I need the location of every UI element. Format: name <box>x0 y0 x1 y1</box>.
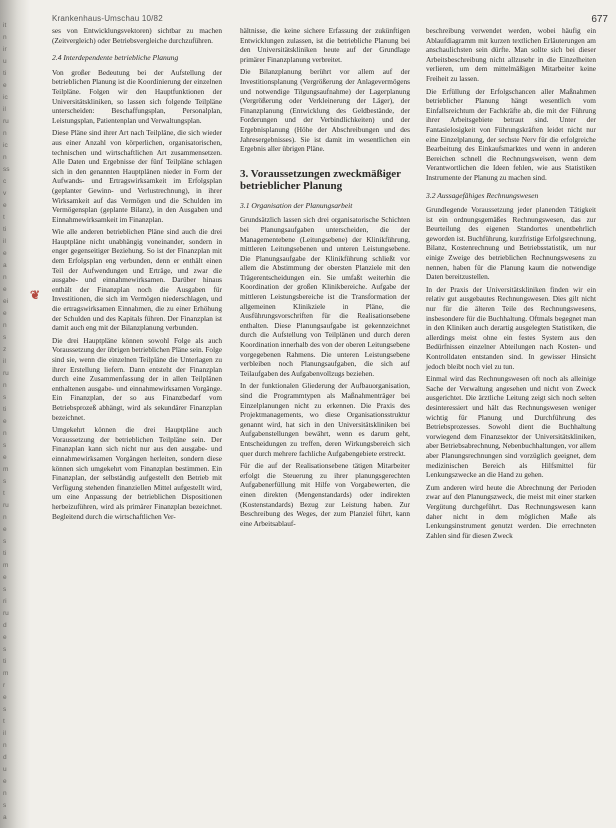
spine-mark: ti <box>3 406 7 413</box>
spine-mark: a <box>3 814 7 821</box>
spine-mark: s <box>3 334 7 341</box>
spine-mark: r <box>3 682 6 689</box>
spine-mark: e <box>3 310 7 317</box>
spine-mark: il <box>3 730 6 737</box>
spine-mark: s <box>3 706 7 713</box>
paragraph: beschreibung verwendet werden, wobei häufig ein Ablaufdiagramm mit kurzen textlichen Erläuterungen am anschaulichsten sein dürfte. Man sollte sich bei dieser Arbeitsbeschreibung nicht allzusehr in die Einzelheiten verlieren, um dem mittelmäßigen Mitarbeiter keine Freiheit zu lassen. <box>426 26 596 83</box>
subsection-heading: 2.4 Interdependente betriebliche Planung <box>52 53 179 63</box>
text-column-middle <box>240 26 410 816</box>
page-number: 677 <box>591 14 608 25</box>
paragraph: ses von Entwicklungsvektoren) sichtbar zu machen (Zeitvergleich) oder Betriebsvergleiche durchzuführen. <box>52 26 222 45</box>
subsection-heading: 3.2 Aussagefähiges Rechnungswesen <box>426 190 539 200</box>
spine-mark: e <box>3 454 7 461</box>
subsection-heading: 3.1 Organisation der Planungsarbeit <box>240 200 353 210</box>
spine-mark: ti <box>3 226 7 233</box>
paragraph: Für die auf der Realisationsebene tätigen Mitarbeiter erfolgt die Steuerung zu ihrer planungsgerechten Aufgabenerfüllung mit Hilfe von Vorgabewerten, die einen direkten (Mengenstandards) oder indirekten (Kostenstandards) Bezug zur Leistung haben. Zur Beschreibung des Weges, der zum Planziel führt, kann eine Arbeitsablauf- <box>240 461 410 528</box>
spine-mark: n <box>3 514 7 521</box>
running-head: Krankenhaus-Umschau 10/82 <box>52 14 163 23</box>
spine-mark: ti <box>3 658 7 665</box>
spine-mark: ti <box>3 70 7 77</box>
spine-mark: s <box>3 394 7 401</box>
spine-mark: it <box>3 22 7 29</box>
spine-mark: z <box>3 346 7 353</box>
spine-mark: ei <box>3 298 9 305</box>
spine-mark: e <box>3 694 7 701</box>
paragraph: Die drei Hauptpläne können sowohl Folge als auch Voraussetzung der übrigen betrieblichen Pläne sein. Folge sind sie, wenn die einzelnen Teilpläne die Unterlagen zu ihrer Erstellung liefern. Dann entsteht der Finanzplan durch eine Zusammenfassung der in allen Teilplänen enthaltenen ausgabe- und einnahmewirksamen Vorgänge. Ein Finanzplan, der so aus Finanzbedarf vom Betriebsprozeß abhängt, wird als sekundärer Finanzplan bezeichnet. <box>52 335 222 422</box>
spine-mark: ti <box>3 550 7 557</box>
text-column-left <box>52 26 222 816</box>
book-spine-shadow <box>0 0 30 828</box>
spine-mark: ru <box>3 370 9 377</box>
spine-mark: e <box>3 202 7 209</box>
spine-mark: ic <box>3 142 8 149</box>
spine-mark: n <box>3 274 7 281</box>
spine-mark: e <box>3 526 7 533</box>
spine-mark: n <box>3 34 7 41</box>
spine-mark: t <box>3 490 5 497</box>
paragraph: Die Bilanzplanung berührt vor allem auf der Investitionsplanung (Vergrößerung der Anlagevermögens und notwendige Tilgungsaufnahme) der Lagerplanung (Vergrößerung oder Verkleinerung der Läger), der Finanzplanung (Entwicklung des Geldbestände, der Forderungen und der Verbindlichkeiten) und der Ergebnisplanung (Höhe der Abschreibungen und des Jahresergebnisses). Sie ist damit im wesentlichen ein Ergebnis aller übrigen Pläne. <box>240 67 410 154</box>
spine-mark: s <box>3 442 7 449</box>
spine-mark: s <box>3 646 7 653</box>
paragraph: Zum anderen wird heute die Abrechnung der Perioden zwar auf den Planungszweck, die meist mit einer starken Vergütung durchgeführt. Das Rechnungswesen kann daher nicht in dem möglichen Maße als Lenkungsinstrument genutzt werden. Die errechneten Zahlen sind für diesen Zweck <box>426 482 596 540</box>
spine-mark: e <box>3 250 7 257</box>
paragraph: In der funktionalen Gliederung der Aufbauorganisation, sind die Programmtypen als Maßnahmenträger bei Einzelplanungen nicht zu erkennen. Die Praxis des Projektmanagements, wo diese Organisationsstruktur genannt wird, hat sich in den Universitätskliniken bei Aufgabenstellungen bewährt, wenn es darum geht, Entscheidungen zu treffen, deren Wirkungsbereich sich quer durch mehrere fachliche Aufgabengebiete erstreckt. <box>240 381 410 458</box>
margin-annotation-mark: ❦ <box>30 288 41 302</box>
spine-mark: m <box>3 670 9 677</box>
spine-mark: e <box>3 574 7 581</box>
spine-mark: ru <box>3 118 9 125</box>
spine-mark: d <box>3 622 7 629</box>
spine-mark: m <box>3 466 9 473</box>
spine-mark: ss <box>3 166 10 173</box>
spine-mark: il <box>3 358 6 365</box>
spine-mark: v <box>3 190 7 197</box>
paragraph: Diese Pläne sind ihrer Art nach Teilpläne, die sich wieder aus einer Anzahl von körperlichen, organisatorischen, technischen und wirtschaftlichen Art zusammensetzen. Alle Daten und Ergebnisse der fünf Teilpläne schlagen sich in den genannten Hauptplänen nieder in Form der Aufwands- und Ertragswirksamkeit im Erfolgsplan (geplanter Gewinn- und Verlustrechnung), in ihrer Wirksamkeit auf das Vermögen und die Schulden im Vermögensplan (geplante Bilanz), in den Ausgaben und Einnahmewirksamkeit im Finanzplan. <box>52 128 222 224</box>
spine-mark: n <box>3 742 7 749</box>
spine-mark: a <box>3 262 7 269</box>
spine-mark: n <box>3 154 7 161</box>
text-column-right <box>426 26 596 816</box>
spine-mark: s <box>3 802 7 809</box>
spine-mark: ru <box>3 502 9 509</box>
spine-mark: s <box>3 478 7 485</box>
paragraph: hältnisse, die keine sichere Erfassung der zukünftigen Entwicklungen zulassen, ist die betriebliche Planung bei den Universitätskliniken heute auf der Grundlage primärer Finanzplanung verbreitet. <box>240 26 410 64</box>
adjacent-page-edge-text <box>3 20 17 821</box>
spine-mark: m <box>3 562 9 569</box>
spine-mark: ri <box>3 598 7 605</box>
spine-mark: ic <box>3 94 8 101</box>
spine-mark: t <box>3 718 5 725</box>
spine-mark: n <box>3 382 7 389</box>
paragraph: Wie alle anderen betrieblichen Pläne sind auch die drei Hauptpläne nicht unabhängig voneinander, sondern in enger gegenseitiger Beziehung. So ist der Finanzplan mit dem Erfolgsplan eng verbunden, denn er enthält einen Teil der Aufwendungen und Erträge, und zwar die ausgabe- und einnahmewirksamen. Darüber hinaus enthält der Finanzplan noch die Ausgaben für Investitionen, die sich im Vermögen niederschlagen, und die ertragswirksamen Einnahmen, die zu einer Erhöhung der Schulden und des Kapitals führen. Der Finanzplan ist damit auch eng mit der Bilanzplanung verbunden. <box>52 227 222 333</box>
spine-mark: e <box>3 418 7 425</box>
spine-mark: n <box>3 130 7 137</box>
spine-mark: ru <box>3 610 9 617</box>
spine-mark: d <box>3 754 7 761</box>
paragraph: In der Praxis der Universitätskliniken finden wir ein relativ gut ausgebautes Rechnungswesen. Dies gilt nicht nur für die älteren Teile des Rechnungswesens, insbesondere für die Buchhaltung. Oftmals begegnet man in den Kliniken auch derartig ausgelegten Statistiken, die allerdings meist ohne ein festes System aus den Bedürfnissen einzelner Abteilungen nach Kosten- und Kontrolldaten entstanden sind. In gewisser Hinsicht jedoch bleibt noch viel zu tun. <box>426 284 596 371</box>
paragraph: Einmal wird das Rechnungswesen oft noch als alleinige Sache der Verwaltung angesehen und nicht von Zweck ausgerichtet. Die ärztliche Leitung zeigt sich noch selten desinteressiert und hält das Rechnungswesen weniger wichtig für Planung und Durchführung des Betriebsprozesses. Sowohl dient die Buchhaltung vorwiegend dem Finanzsektor der Universitätskliniken, aber Betriebsabrechnung, Nebenbuchhaltungen, vor allem aber Planungsrechnungen sind vorzüglich geeignet, dem medizinischen Bereich als Hilfsmittel für Lenkungszwecke an die Hand zu gehen. <box>426 374 596 480</box>
spine-mark: t <box>3 214 5 221</box>
spine-mark: e <box>3 286 7 293</box>
spine-mark: u <box>3 58 7 65</box>
spine-mark: il <box>3 106 6 113</box>
spine-mark: n <box>3 430 7 437</box>
spine-mark: il <box>3 238 6 245</box>
spine-mark: e <box>3 634 7 641</box>
paragraph: Die Erfüllung der Erfolgschancen aller Maßnahmen betrieblicher Planung hängt wesentlich vom Einfallsreichtum der Fachkräfte ab, die mit der Führung ihrer Arbeitsgebiete betraut sind. Unter der Fantasielosigkeit von Führungskräften leidet nicht nur eine Einzelplanung, der sechste Nerv für die erfolgreiche Bearbeitung des Einkaufsmarktes und wenn in anderen Bereichen schnell die Rechnungsweisen, wenn dem Verantwortlichen die Ideen fehlen, wie aus Statistiken Instrumente der Planung zu machen sind. <box>426 86 596 182</box>
spine-mark: u <box>3 766 7 773</box>
paragraph: Grundlegende Voraussetzung jeder planenden Tätigkeit ist ein ordnungsgemäßes Rechnungswesen, das zur Beurteilung des eigenen Standortes unentbehrlich geworden ist. Buchführung, kurzfristige Erfolgsrechnung, Bilanz, Kostenrechnung und Betriebsstatistik, um nur einige Zweige des betrieblichen Rechnungswesens zu nennen, haben für die Planung kaum die notwendige Daten bereitzustellen. <box>426 205 596 282</box>
spine-mark: s <box>3 538 7 545</box>
spine-mark: s <box>3 586 7 593</box>
spine-mark: e <box>3 82 7 89</box>
paragraph: Grundsätzlich lassen sich drei organisatorische Schichten bei Planungsaufgaben unterscheiden, die der Managementebene (Leitungsebene) der Klinikführung, mittleren Leitungsebenen und unteren Leistungsebene. Die Planungsaufgabe der Klinikführung schließt vor allem die Abstimmung der obersten Planziele mit den Trägerentscheidungen ein. Sie umfaßt weiterhin die Koordination der großen Klinikbereiche. Aufgabe der mittleren Leistungsbereiche ist die Transformation der allgemeinen Klinikziele in Pläne, die Ausführungsvorschriften für die Realisationsebene enthalten. Diese Planungsaufgabe ist gekennzeichnet durch die Aufstellung von Teilplänen und durch deren Koordination innerhalb des von der oberen Leitungsebene vorgegebenen Rahmens. Die unteren Leistungsebene verbleiben noch Planungsaufgaben, die sich auf Teilaufgaben des Aufgabenvollzugs beziehen. <box>240 215 410 378</box>
spine-mark: n <box>3 322 7 329</box>
paragraph: Umgekehrt können die drei Hauptpläne auch Voraussetzung der betrieblichen Teilpläne sein. Der Finanzplan kann sich nicht nur aus den ausgabe- und einnahmewirksamen Vorgängen herleiten, sondern diese können sich umgekehrt vom Finanzplan bestimmen. Ein Finanzplan, der selbständig aufgestellt den Betrieb mit Verfügung stehenden finanziellen Mittel aufgestellt wird, um eine Anpassung der betrieblichen Dispositionen herbeizuführen, wird als primärer Finanzplan bezeichnet. Begleitend durch die wirtschaftlichen Ver- <box>52 425 222 521</box>
spine-mark: c <box>3 178 7 185</box>
section-heading: 3. Voraussetzungen zweckmäßiger betrieblicher Planung <box>240 167 401 193</box>
spine-mark: n <box>3 790 7 797</box>
paragraph: Von großer Bedeutung bei der Aufstellung der betrieblichen Planung ist die Koordinierung der einzelnen Teilpläne. Folgen wir den Hauptfunktionen der Universitätskliniken, so lassen sich folgende Teilpläne unterscheiden: Beschaffungsplan, Personalplan, Leistungsplan, Patientenplan und Verwaltungsplan. <box>52 67 222 125</box>
spine-mark: ir <box>3 46 7 53</box>
spine-mark: e <box>3 778 7 785</box>
